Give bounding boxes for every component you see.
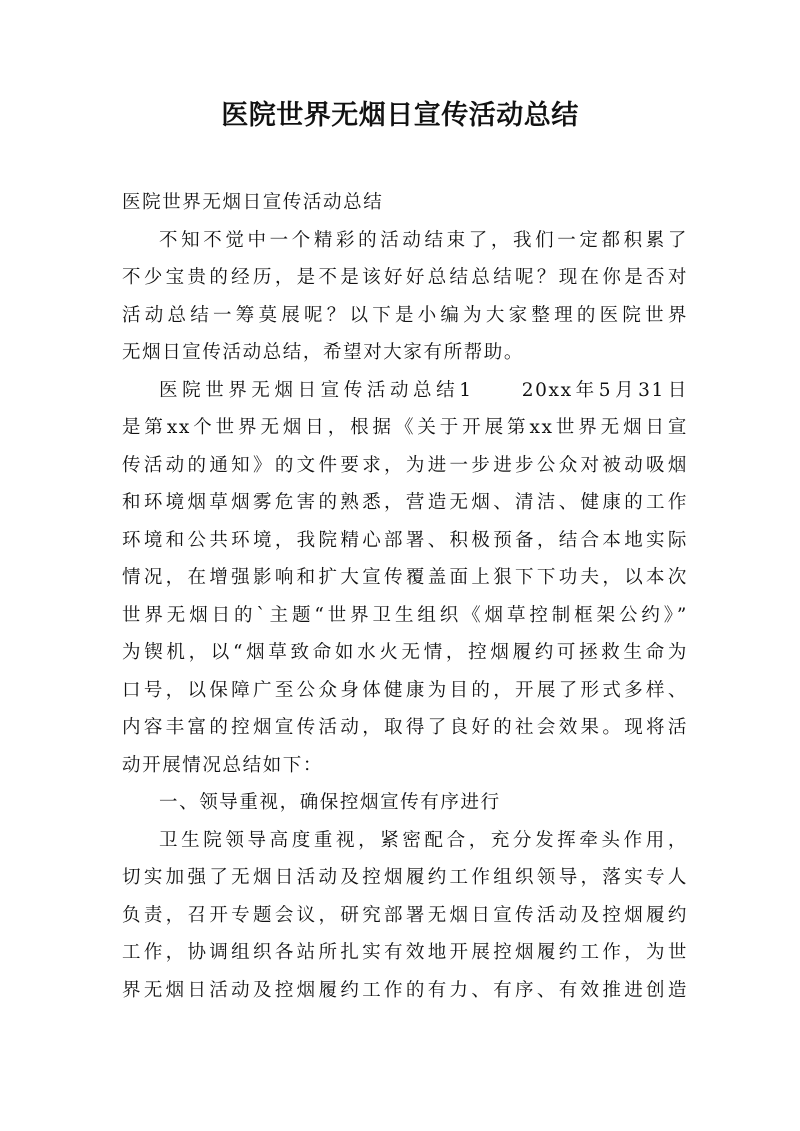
paragraph-line: 传活动的通知》的文件要求，为进一步进步公众对被动吸烟 (122, 454, 688, 476)
paragraph-line: 环境和公共环境，我院精心部署、积极预备，结合本地实际 (122, 529, 688, 551)
paragraph-line: 情况，在增强影响和扩大宣传覆盖面上狠下下功夫，以本次 (122, 567, 688, 588)
paragraph-line: 无烟日宣传活动总结，希望对大家有所帮助。 (122, 342, 525, 363)
paragraph-line: 卫生院领导高度重视，紧密配合，充分发挥牵头作用， (159, 829, 688, 851)
paragraph-line: 内容丰富的控烟宣传活动，取得了良好的社会效果。现将活 (122, 717, 688, 738)
paragraph-line: 世界无烟日的`主题“世界卫生组织《烟草控制框架公约》” (122, 604, 688, 626)
document-title: 医院世界无烟日宣传活动总结 (221, 100, 579, 131)
paragraph-line: 口号，以保障广至公众身体健康为目的，开展了形式多样、 (122, 679, 688, 701)
paragraph-line: 负责，召开专题会议，研究部署无烟日宣传活动及控烟履约 (122, 904, 688, 926)
paragraph-line: 是第xx个世界无烟日，根据《关于开展第xx世界无烟日宣 (122, 417, 688, 438)
paragraph-line: 为锲机，以“烟草致命如水火无情，控烟履约可拯救生命为 (122, 642, 688, 663)
section-heading: 一、领导重视，确保控烟宣传有序进行 (159, 792, 501, 813)
paragraph-line: 医院世界无烟日宣传活动总结1 20xx年5月31日 (159, 379, 688, 401)
paragraph-line: 切实加强了无烟日活动及控烟履约工作组织领导，落实专人 (122, 867, 688, 888)
paragraph-line: 不知不觉中一个精彩的活动结束了，我们一定都积累了 (159, 229, 688, 251)
paragraph-line: 不少宝贵的经历，是不是该好好总结总结呢？现在你是否对 (122, 267, 688, 288)
paragraph-line: 和环境烟草烟雾危害的熟悉，营造无烟、清洁、健康的工作 (122, 492, 688, 513)
paragraph-line: 动开展情况总结如下： (122, 754, 324, 776)
paragraph-line: 工作，协调组织各站所扎实有效地开展控烟履约工作，为世 (122, 942, 688, 963)
document-body (122, 184, 688, 1009)
subtitle-line: 医院世界无烟日宣传活动总结 (122, 192, 384, 213)
paragraph-line: 活动总结一筹莫展呢？以下是小编为大家整理的医院世界 (122, 304, 688, 326)
paragraph-line: 界无烟日活动及控烟履约工作的有力、有序、有效推进创造 (122, 979, 688, 1001)
